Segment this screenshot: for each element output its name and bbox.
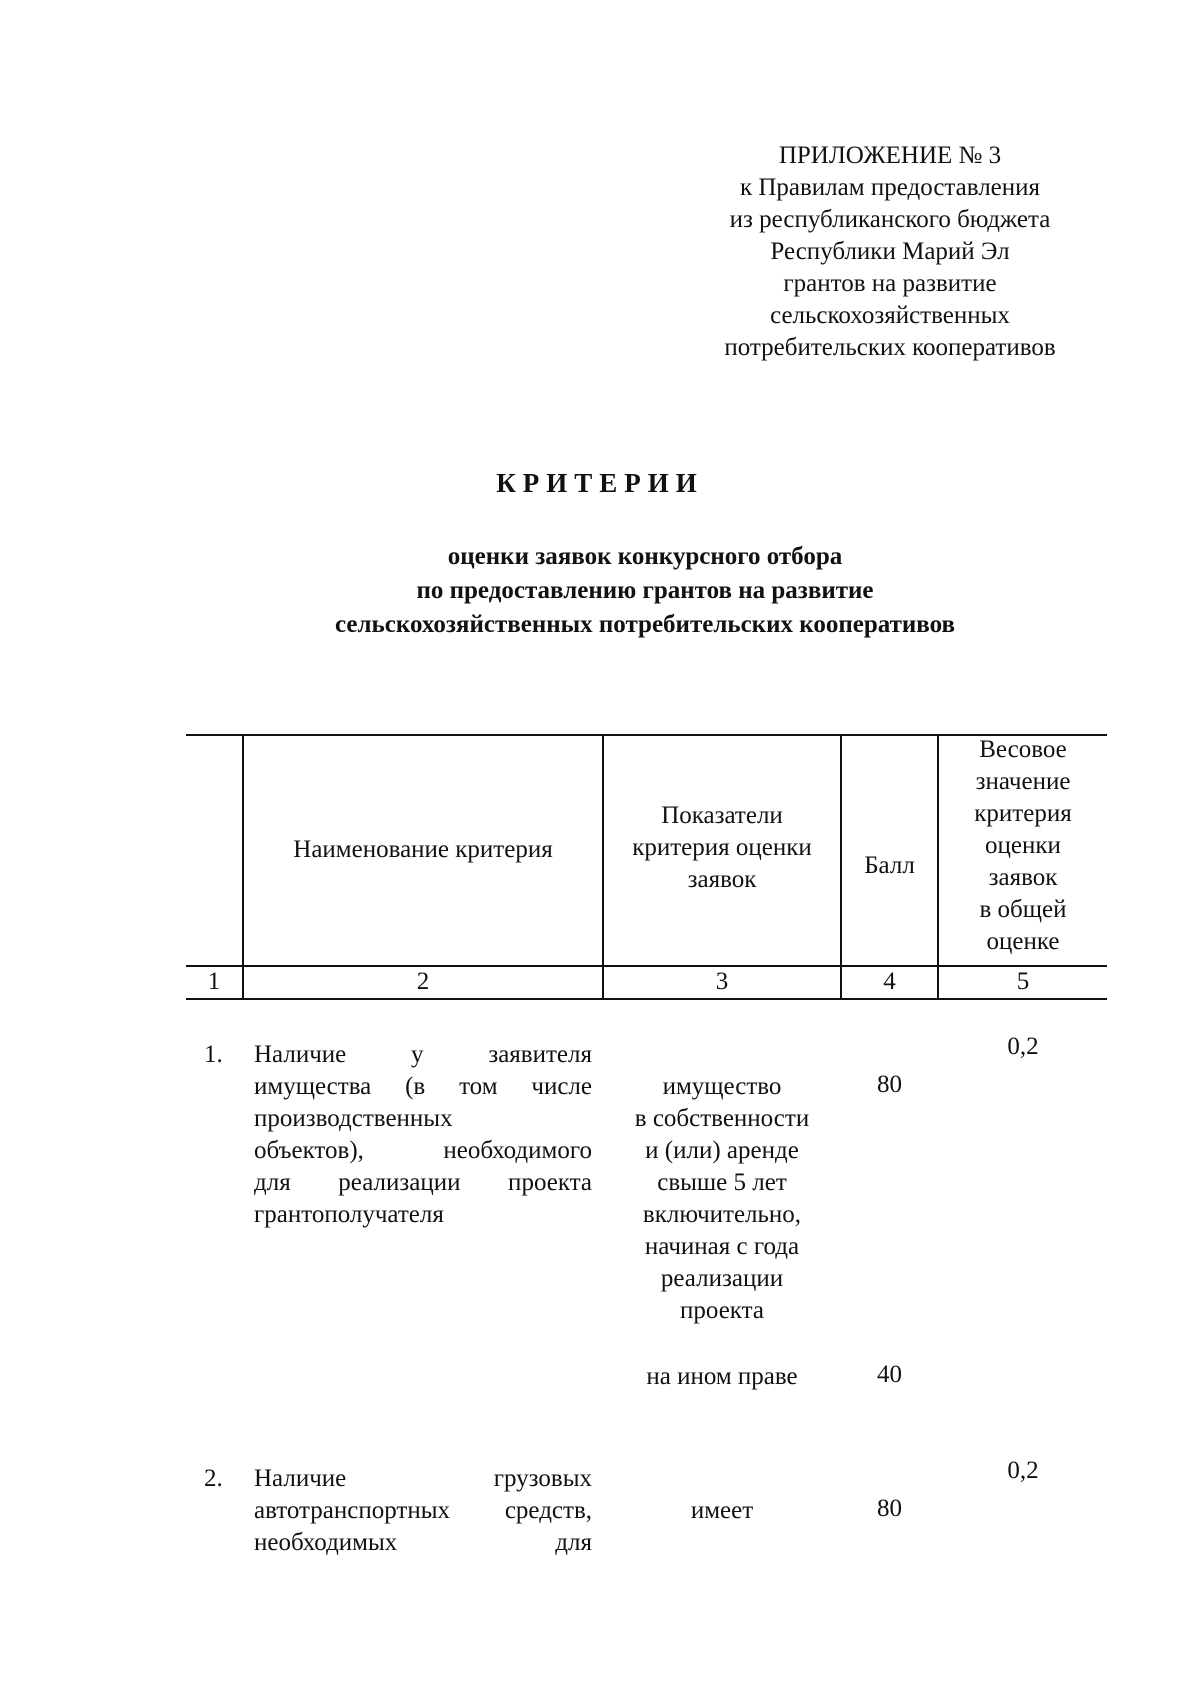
weight-value: 0,2: [1007, 1033, 1039, 1060]
annex-line: Республики Марий Эл: [770, 238, 1010, 265]
document-title: КРИТЕРИИ: [496, 468, 704, 498]
score-value: 80: [877, 1495, 902, 1522]
indicator-line: проекта: [680, 1297, 764, 1324]
header-line: оценки: [985, 832, 1061, 859]
annex-block: [680, 140, 1100, 364]
indicator-line: и (или) аренде: [645, 1137, 799, 1164]
criterion-line: для реализации проекта: [254, 1169, 592, 1196]
annex-line: ПРИЛОЖЕНИЕ № 3: [778, 142, 1002, 169]
criterion-text: [254, 1039, 592, 1231]
criterion-line: необходимых для: [254, 1529, 592, 1556]
criterion-line: объектов), необходимого: [254, 1137, 592, 1164]
header-weight: [939, 734, 1107, 958]
header-score: Балл: [864, 852, 915, 879]
header-line: критерия оценки: [632, 834, 812, 861]
score-value: 80: [877, 1071, 902, 1098]
document-subtitle: [0, 540, 1200, 642]
indicator-line: на ином праве: [646, 1363, 798, 1390]
header-line: оценке: [986, 928, 1060, 955]
annex-line: грантов на развитие: [783, 270, 997, 297]
column-divider: [242, 734, 244, 999]
subtitle-line: оценки заявок конкурсного отбора: [447, 543, 843, 570]
criterion-line: автотранспортных средств,: [254, 1497, 592, 1524]
indicator-line: имущество: [662, 1073, 782, 1100]
number-row-bottom-rule: [186, 998, 1107, 1000]
column-number: 3: [715, 968, 729, 995]
header-line: Весовое: [979, 736, 1067, 763]
indicator-line: начиная с года: [644, 1233, 800, 1260]
header-criterion-name: Наименование критерия: [293, 836, 553, 863]
annex-line: к Правилам предоставления: [739, 174, 1041, 201]
criterion-line: имущества (в том числе: [254, 1073, 592, 1100]
header-line: Показатели: [661, 802, 783, 829]
indicator-line: в собственности: [634, 1105, 810, 1132]
criterion-line: производственных: [254, 1105, 453, 1132]
indicator-line: свыше 5 лет: [657, 1169, 787, 1196]
annex-line: потребительских кооперативов: [724, 334, 1056, 361]
header-line: заявок: [988, 864, 1058, 891]
header-line: в общей: [979, 896, 1067, 923]
column-number: 4: [883, 968, 896, 995]
indicator-line: реализации: [660, 1265, 784, 1292]
indicator-line: включительно,: [642, 1201, 802, 1228]
criterion-line: грантополучателя: [254, 1201, 444, 1228]
subtitle-line: по предоставлению грантов на развитие: [416, 577, 874, 604]
criterion-line: Наличие грузовых: [254, 1465, 592, 1492]
header-line: критерия: [974, 800, 1072, 827]
indicator-text: [604, 1495, 840, 1527]
column-number: 5: [1016, 968, 1030, 995]
annex-line: сельскохозяйственных: [770, 302, 1010, 329]
row-number: 1.: [204, 1041, 223, 1068]
indicator-text: [604, 1361, 840, 1393]
criterion-text: [254, 1463, 592, 1559]
indicator-text: [604, 1071, 840, 1327]
header-line: значение: [975, 768, 1071, 795]
indicator-line: имеет: [690, 1497, 754, 1524]
weight-value: 0,2: [1007, 1457, 1039, 1484]
score-value: 40: [877, 1361, 902, 1388]
row-number: 2.: [204, 1465, 223, 1492]
header-line: заявок: [687, 866, 757, 893]
subtitle-line: сельскохозяйственных потребительских кооперативов: [335, 611, 955, 638]
column-number: 1: [207, 968, 221, 995]
column-number: 2: [416, 968, 430, 995]
annex-line: из республиканского бюджета: [729, 206, 1051, 233]
criterion-line: Наличие у заявителя: [254, 1041, 592, 1068]
header-indicators: [604, 800, 840, 896]
